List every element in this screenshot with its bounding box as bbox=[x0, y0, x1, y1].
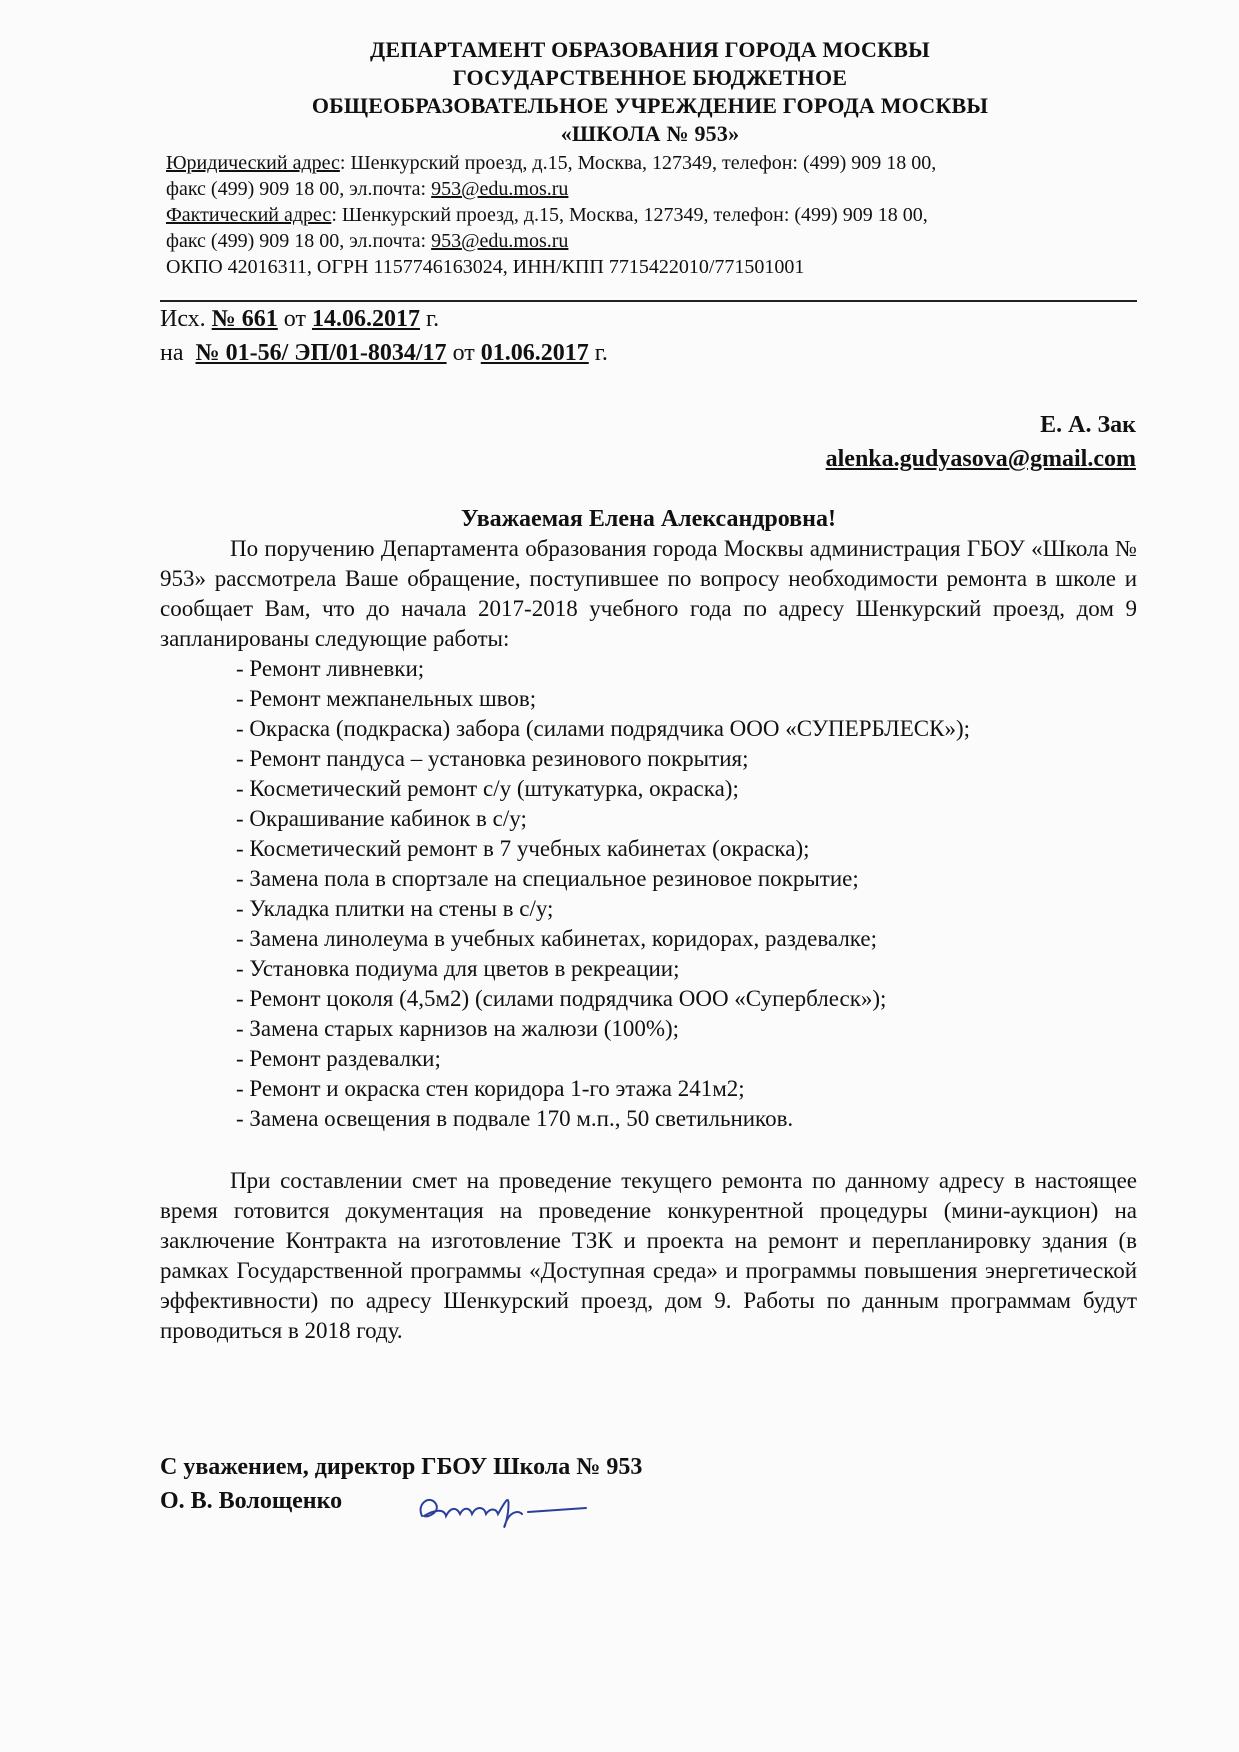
list-item: - Ремонт пандуса – установка резинового покрытия; bbox=[236, 746, 749, 771]
salutation: Уважаемая Елена Александровна! bbox=[461, 506, 836, 532]
outgoing-date: 14.06.2017 bbox=[311, 306, 420, 332]
list-item: - Косметический ремонт с/у (штукатурка, окраска); bbox=[236, 776, 739, 801]
legal-address-text: : Шенкурский проезд, д.15, Москва, 127349, телефон: (499) 909 18 00, bbox=[339, 152, 937, 174]
list-item: - Ремонт ливневки; bbox=[236, 656, 425, 681]
list-item: - Укладка плитки на стены в с/у; bbox=[236, 896, 554, 921]
incoming-number: № 01-56/ ЭП/01-8034/17 bbox=[195, 340, 447, 366]
actual-fax-text: факс (499) 909 18 00, эл.почта: bbox=[166, 230, 432, 252]
letterhead bbox=[160, 36, 1140, 148]
reference-block bbox=[160, 302, 608, 370]
works-list bbox=[160, 654, 1137, 1134]
incoming-date: 01.06.2017 bbox=[480, 340, 589, 366]
actual-address-line bbox=[166, 202, 1136, 228]
list-item: - Замена линолеума в учебных кабинетах, коридорах, раздевалке; bbox=[236, 926, 877, 951]
paragraph-estimates: При составлении смет на проведение текущего ремонта по данному адресу в настоящее время готовится документация на проведение конкурентной процедуры (мини-аукцион) на заключение Контракта на изготовление ТЗК и проекта на ремонт и перепланировку здания (в рамках Государственной программы «Доступная среда» и программы повышения энергетической эффективности) по адресу Шенкурский проезд, дом 9. Работы по данным программам будут проводиться в 2018 году. bbox=[160, 1168, 1137, 1343]
closing-title: С уважением, директор ГБОУ Школа № 953 bbox=[160, 1454, 643, 1480]
incoming-suffix: г. bbox=[588, 340, 608, 366]
handwritten-signature bbox=[410, 1486, 620, 1536]
legal-fax-text: факс (499) 909 18 00, эл.почта: bbox=[166, 178, 432, 200]
recipient-email[interactable]: alenka.gudyasova@gmail.com bbox=[825, 446, 1136, 472]
legal-email-link[interactable]: 953@edu.mos.ru bbox=[431, 178, 569, 200]
list-item: - Замена старых карнизов на жалюзи (100%); bbox=[236, 1016, 680, 1041]
outgoing-from: от bbox=[277, 306, 312, 332]
list-item: - Окраска (подкраска) забора (силами подрядчика ООО «СУПЕРБЛЕСК»); bbox=[236, 716, 971, 741]
incoming-ref bbox=[160, 336, 608, 370]
legal-address-label: Юридический адрес bbox=[166, 152, 340, 174]
actual-email-link[interactable]: 953@edu.mos.ru bbox=[431, 230, 569, 252]
list-item: - Замена освещения в подвале 170 м.п., 50 светильников. bbox=[236, 1106, 794, 1131]
list-item: - Замена пола в спортзале на специальное резиновое покрытие; bbox=[236, 866, 859, 891]
signatory-name: О. В. Волощенко bbox=[160, 1488, 343, 1514]
incoming-prefix: на bbox=[160, 340, 196, 366]
letter-body bbox=[160, 534, 1137, 1346]
letterhead-line-1: ДЕПАРТАМЕНТ ОБРАЗОВАНИЯ ГОРОДА МОСКВЫ bbox=[370, 37, 930, 62]
list-item: - Установка подиума для цветов в рекреации; bbox=[236, 956, 680, 981]
outgoing-number: № 661 bbox=[211, 306, 278, 332]
address-block bbox=[166, 150, 1136, 280]
list-item: - Ремонт и окраска стен коридора 1-го этажа 241м2; bbox=[236, 1076, 745, 1101]
list-item: - Ремонт раздевалки; bbox=[236, 1046, 441, 1071]
actual-address-text: : Шенкурский проезд, д.15, Москва, 127349, телефон: (499) 909 18 00, bbox=[331, 204, 928, 226]
legal-address-line-2 bbox=[166, 176, 1136, 202]
recipient-name: Е. А. Зак bbox=[1040, 412, 1136, 438]
actual-address-line-2 bbox=[166, 228, 1136, 254]
letterhead-line-2: ГОСУДАРСТВЕННОЕ БЮДЖЕТНОЕ bbox=[452, 65, 848, 90]
registration-codes: ОКПО 42016311, ОГРН 1157746163024, ИНН/КПП 7715422010/771501001 bbox=[166, 256, 805, 278]
incoming-from: от bbox=[446, 340, 481, 366]
letterhead-line-3: ОБЩЕОБРАЗОВАТЕЛЬНОЕ УЧРЕЖДЕНИЕ ГОРОДА МОСКВЫ bbox=[311, 93, 989, 118]
outgoing-suffix: г. bbox=[419, 306, 440, 332]
actual-address-label: Фактический адрес bbox=[166, 204, 332, 226]
list-item: - Ремонт цоколя (4,5м2) (силами подрядчика ООО «Суперблеск»); bbox=[236, 986, 887, 1011]
outgoing-ref bbox=[160, 302, 608, 336]
list-item: - Косметический ремонт в 7 учебных кабинетах (окраска); bbox=[236, 836, 810, 861]
list-item: - Ремонт межпанельных швов; bbox=[236, 686, 537, 711]
outgoing-prefix: Исх. bbox=[160, 306, 212, 332]
recipient-block bbox=[826, 408, 1136, 476]
letterhead-line-4: «ШКОЛА № 953» bbox=[560, 121, 740, 146]
paragraph-intro: По поручению Департамента образования города Москвы администрация ГБОУ «Школа № 953» рассмотрела Ваше обращение, поступившее по вопросу необходимости ремонта в школе и сообщает Вам, что до начала 2017-2018 учебного года по адресу Шенкурский проезд, дом 9 запланированы следующие работы: bbox=[160, 536, 1137, 651]
legal-address-line bbox=[166, 150, 1136, 176]
list-item: - Окрашивание кабинок в с/у; bbox=[236, 806, 527, 831]
